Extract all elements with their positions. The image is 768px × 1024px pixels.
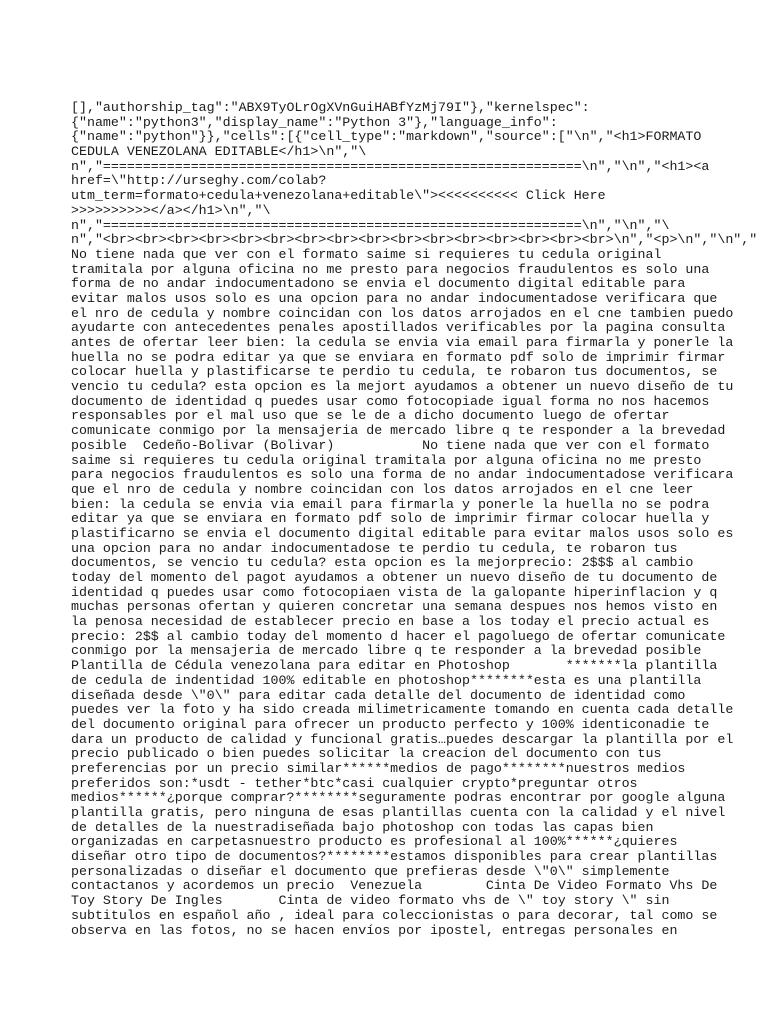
document-line: editar ya que se enviara en formato pdf solo de imprimir firmar colocar huella y xyxy=(71,511,710,527)
document-line: antes de ofertar leer bien: la cedula se envia via email para firmarla y ponerle la xyxy=(71,335,734,350)
document-line: n","<br><br><br><br><br><br><br><br><br><br><br><br><br><br><br><br>\n","<p>\n","\n"," xyxy=(71,232,758,248)
document-line: posible Cedeño-Bolivar (Bolivar) No tiene nada que ver con el formato xyxy=(71,437,710,453)
document-line: Plantilla de Cédula venezolana para editar en Photoshop *******la plantilla xyxy=(71,658,718,674)
document-line: [],"authorship_tag":"ABX9TyOLrOgXVnGuiHABfYzMj79I"},"kernelspec": xyxy=(71,100,590,115)
document-line: una opcion para no andar indocumentadose te perdio tu cedula, te robaron tus xyxy=(71,540,678,556)
document-line: huella no se podra editar ya que se enviara en formato pdf solo de imprimir firmar xyxy=(71,349,726,365)
document-line: CEDULA VENEZOLANA EDITABLE</h1>\n","\ xyxy=(71,144,367,160)
document-line: contactanos y acordemos un precio Venezuela Cinta De Video Formato Vhs De xyxy=(71,878,718,894)
document-line: documentos, se vencio tu cedula? esta opcion es la mejorprecio: 2$$$ al cambio xyxy=(71,555,694,571)
document-line: de detalles de la nuestradiseñada bajo photoshop con todas las capas bien xyxy=(71,819,654,835)
document-line: {"name":"python"}},"cells":[{"cell_type":"markdown","source":["\n","<h1>FORMATO xyxy=(71,129,702,145)
document-line: puedes ver la foto y ha sido creada milimetricamente tomando en cuenta cada detalle xyxy=(71,702,734,718)
document-text-body xyxy=(71,100,758,938)
document-line: href=\"http://urseghy.com/colab? xyxy=(71,173,327,189)
document-line: evitar malos usos solo es una opcion para no andar indocumentadose verificara que xyxy=(71,290,718,306)
document-line: Toy Story De Ingles Cinta de video formato vhs de \" toy story \" sin xyxy=(71,893,670,909)
document-line: plastificarno se envia el documento digital editable para evitar malos usos solo es xyxy=(71,525,734,541)
document-line: para negocios fraudulentos es solo una forma de no andar indocumentadose verificara xyxy=(71,467,734,483)
document-line: forma de no andar indocumentadono se envia el documento digital editable para xyxy=(71,276,686,292)
document-line: el nro de cedula y nombre coincidan con los datos arrojados en el cne tambien puedo xyxy=(71,305,734,321)
document-line: No tiene nada que ver con el formato saime si requieres tu cedula original xyxy=(71,246,662,262)
document-line: del documento original para ofrecer un producto perfecto y 100% identiconadie te xyxy=(71,716,710,732)
document-line: conmigo por la mensajeria de mercado libre q te responder a la brevedad posible xyxy=(71,643,702,659)
document-line: precio publicado o bien puedes solicitar la creacion del documento con tus xyxy=(71,746,662,762)
document-line: tramitala por alguna oficina no me presto para negocios fraudulentos es solo una xyxy=(71,261,710,277)
document-line: vencio tu cedula? esta opcion es la mejort ayudamos a obtener un nuevo diseño de tu xyxy=(71,379,734,395)
document-line: la penosa necesidad de establecer precio en base a los today el precio actual es xyxy=(71,614,710,630)
document-line: >>>>>>>>>></a></h1>\n","\ xyxy=(71,202,271,218)
document-line: colocar huella y plastificarse te perdio tu cedula, te robaron tus documentos, se xyxy=(71,364,718,380)
document-line: comunicate conmigo por la mensajeria de mercado libre q te responder a la brevedad xyxy=(71,423,726,439)
document-line: plantilla gratis, pero ninguna de esas plantillas cuenta con la calidad y el nivel xyxy=(71,805,726,820)
document-line: diseñar otro tipo de documentos?********estamos disponibles para crear plantillas xyxy=(71,849,718,865)
document-line: responsables por el mal uso que se le de a dicho documento luego de ofertar xyxy=(71,408,670,424)
document-line: muchas personas ofertan y quieren concretar una semana despues nos hemos visto en xyxy=(71,599,718,615)
document-line: organizadas en carpetasnuestro producto es profesional al 100%******¿quieres xyxy=(71,834,678,850)
document-line: documento de identidad q puedes usar como fotocopiade igual forma no nos hacemos xyxy=(71,393,710,409)
document-line: dara un producto de calidad y funcional gratis…puedes descargar la plantilla por el xyxy=(71,731,734,747)
document-line: n","============================================================\n","\n","<h1><a xyxy=(71,158,710,174)
document-line: personalizadas o diseñar el documento que prefieras desde \"0\" simplemente xyxy=(71,863,670,879)
document-line: preferencias por un precio similar******medios de pago********nuestros medios xyxy=(71,760,686,776)
document-line: que el nro de cedula y nombre coincidan con los datos arrojados en el cne leer xyxy=(71,481,694,497)
document-line: precio: 2$$ al cambio today del momento d hacer el pagoluego de ofertar comunicate xyxy=(71,628,726,644)
document-line: subtitulos en español año , ideal para coleccionistas o para decorar, tal como se xyxy=(71,907,718,923)
document-line: medios******¿porque comprar?********seguramente podras encontrar por google alguna xyxy=(71,790,726,806)
document-line: observa en las fotos, no se hacen envíos por ipostel, entregas personales en xyxy=(71,922,678,938)
document-line: ayudarte con antecedentes penales apostillados verificables por la pagina consulta xyxy=(71,320,726,336)
document-line: diseñada desde \"0\" para editar cada detalle del documento de identidad como xyxy=(71,687,686,703)
document-line: bien: la cedula se envia via email para firmarla y ponerle la huella no se podra xyxy=(71,496,710,512)
document-line: n","============================================================\n","\n","\ xyxy=(71,217,670,233)
document-line: {"name":"python3","display_name":"Python 3"},"language_info": xyxy=(71,114,558,130)
document-line: utm_term=formato+cedula+venezolana+editable\"><<<<<<<<<< Click Here xyxy=(71,188,606,204)
document-line: de cedula de indentidad 100% editable en photoshop********esta es una plantilla xyxy=(71,672,702,688)
document-line: preferidos son:*usdt - tether*btc*casi cualquier crypto*preguntar otros xyxy=(71,775,638,791)
document-line: today del momento del pagot ayudamos a obtener un nuevo diseño de tu documento de xyxy=(71,570,718,585)
document-line: saime si requieres tu cedula original tramitala por alguna oficina no me presto xyxy=(71,452,702,468)
document-line: identidad q puedes usar como fotocopiaen vista de la galopante hiperinflacion y q xyxy=(71,584,718,600)
